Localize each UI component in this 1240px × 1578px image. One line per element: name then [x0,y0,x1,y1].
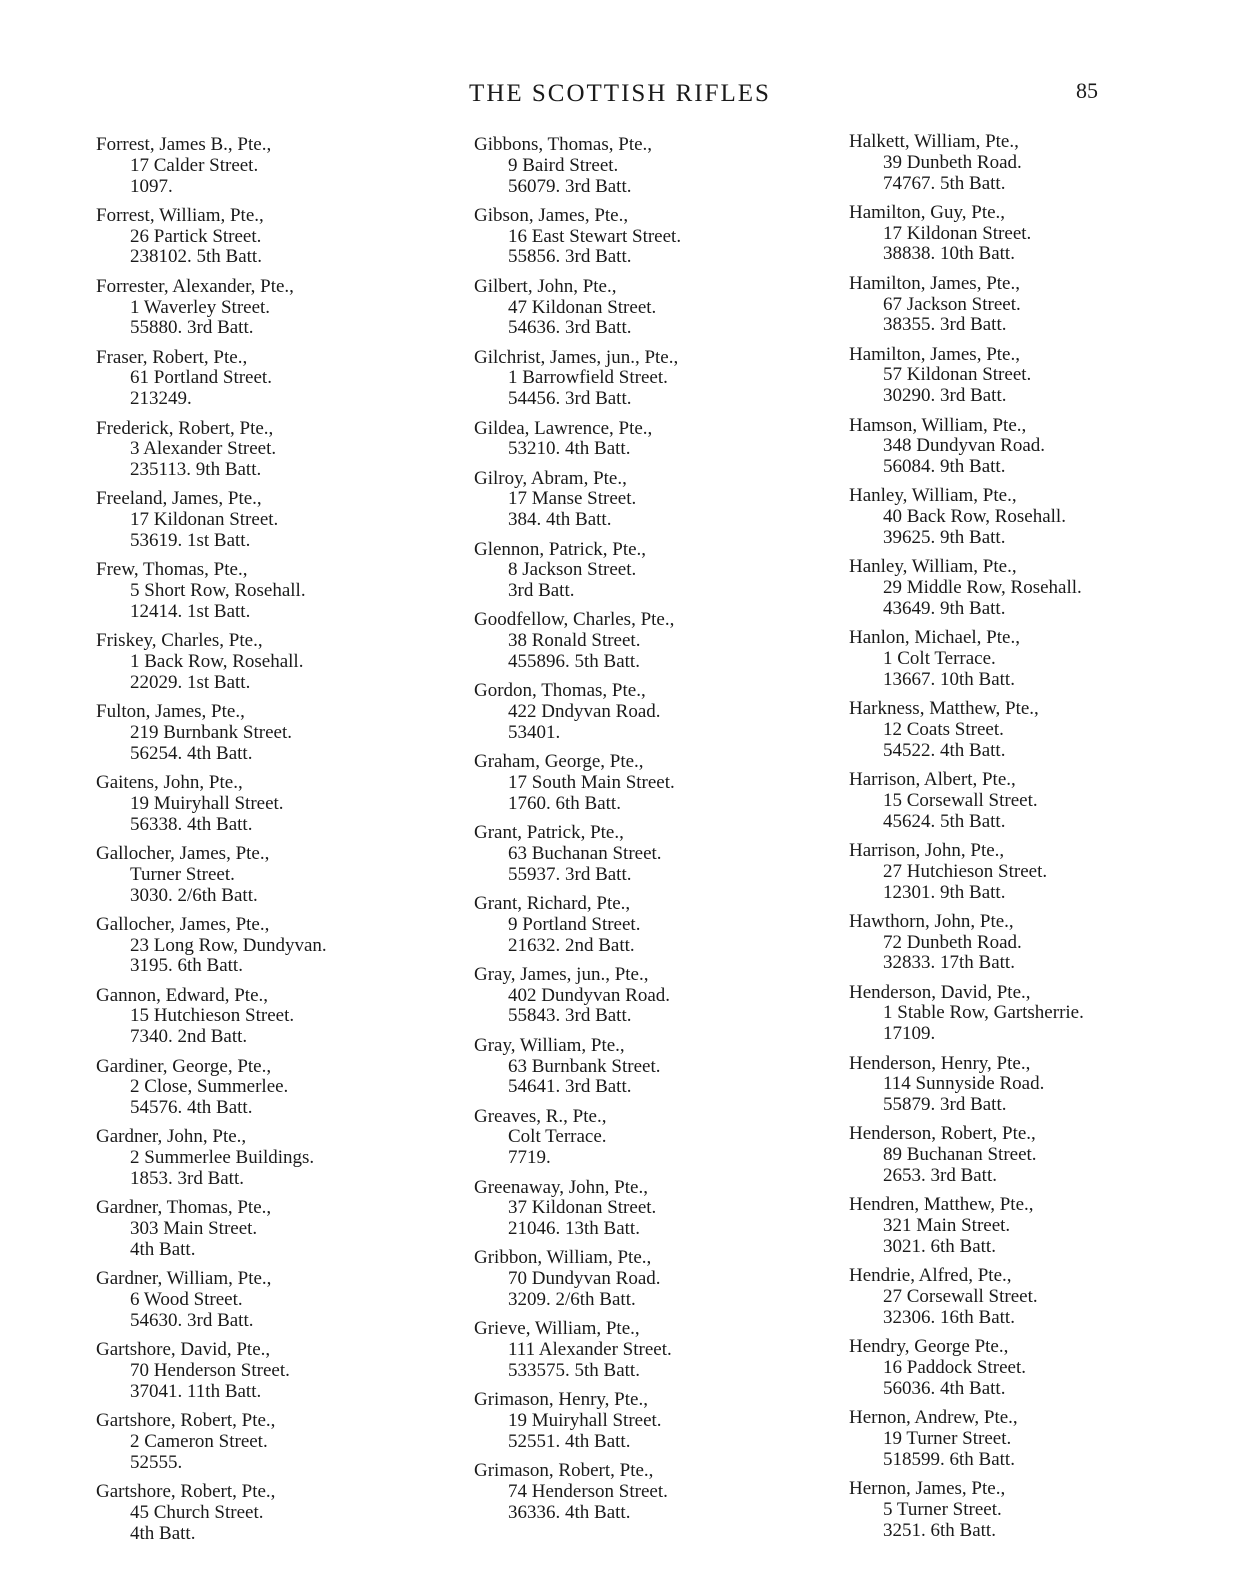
list-item [96,1340,426,1402]
entry-detail: 39625. 9th Batt. [883,527,1006,549]
entry-detail: 55856. 3rd Batt. [508,246,632,268]
entry-address: 219 Burnbank Street. [130,721,293,743]
entry-name: Hamilton, Guy, Pte., [849,201,1006,223]
list-item [849,1124,1179,1186]
entry-detail: 3rd Batt. [508,580,575,602]
entry-name: Hanlon, Michael, Pte., [849,627,1020,649]
list-item [96,560,426,622]
entry-name: Halkett, William, Pte., [849,131,1019,152]
entry-name: Forrest, William, Pte., [96,204,264,226]
entry-detail: 52555. [130,1451,183,1473]
entry-address: Turner Street. [130,863,235,885]
entry-address: 1 Stable Row, Gartsherrie. [883,1002,1084,1024]
entry-name: Glennon, Patrick, Pte., [474,538,647,560]
list-item [96,986,426,1048]
entry-address: 2 Cameron Street. [130,1430,268,1452]
list-item [474,277,804,339]
list-item [849,416,1179,478]
entry-address: 17 Kildonan Street. [130,509,279,531]
entry-name: Gartshore, Robert, Pte., [96,1410,276,1432]
entry-name: Harrison, Albert, Pte., [849,769,1016,791]
list-item [849,628,1179,690]
entry-detail: 37041. 11th Batt. [130,1380,262,1402]
entry-name: Gildea, Lawrence, Pte., [474,417,653,439]
list-item [96,1482,426,1544]
entry-detail: 533575. 5th Batt. [508,1359,640,1381]
list-item [849,557,1179,619]
entry-name: Harkness, Matthew, Pte., [849,698,1039,720]
entry-detail: 38355. 3rd Batt. [883,314,1007,336]
entry-address: 16 East Stewart Street. [508,225,682,247]
entry-address: 2 Close, Summerlee. [130,1076,289,1098]
list-item [474,965,804,1027]
list-item [474,1036,804,1098]
entry-name: Hernon, James, Pte., [849,1477,1006,1499]
entry-detail: 3209. 2/6th Batt. [508,1289,636,1311]
entry-detail: 55880. 3rd Batt. [130,317,254,339]
entry-name: Gilchrist, James, jun., Pte., [474,346,679,368]
entry-name: Grieve, William, Pte., [474,1318,640,1340]
list-item [849,486,1179,548]
entry-name: Gardiner, George, Pte., [96,1055,272,1077]
entry-detail: 54522. 4th Batt. [883,739,1006,761]
entry-address: 15 Corsewall Street. [883,789,1038,811]
entry-address: 53210. 4th Batt. [508,438,631,460]
entry-address: 61 Portland Street. [130,367,272,389]
entry-name: Gartshore, David, Pte., [96,1339,271,1361]
list-item [96,489,426,551]
entry-detail: 213249. [130,388,192,410]
entry-address: 17 South Main Street. [508,772,675,794]
entry-address: 29 Middle Row, Rosehall. [883,577,1082,599]
entries-column-1 [96,135,426,1553]
entry-name: Gilbert, John, Pte., [474,275,617,297]
entry-address: 40 Back Row, Rosehall. [883,506,1066,528]
entry-name: Gallocher, James, Pte., [96,842,270,864]
entry-address: Colt Terrace. [508,1126,607,1148]
list-item [849,1266,1179,1328]
entry-name: Grant, Richard, Pte., [474,893,631,914]
entry-detail: 21632. 2nd Batt. [508,934,635,956]
entry-detail: 7719. [508,1147,551,1169]
entry-detail: 56338. 4th Batt. [130,813,253,835]
entry-name: Fraser, Robert, Pte., [96,346,248,368]
entry-address: 8 Jackson Street. [508,559,637,581]
list-item [474,823,804,885]
entry-address: 9 Portland Street. [508,913,641,935]
entry-address: 16 Paddock Street. [883,1356,1027,1378]
entry-name: Friskey, Charles, Pte., [96,630,263,652]
entry-address: 57 Kildonan Street. [883,364,1032,386]
entry-address: 89 Buchanan Street. [883,1144,1037,1166]
entry-name: Forrester, Alexander, Pte., [96,275,294,297]
list-item [96,844,426,906]
entry-address: 17 Calder Street. [130,154,259,176]
entry-detail: 55937. 3rd Batt. [508,863,632,885]
entry-address: 17 Kildonan Street. [883,222,1032,244]
entry-detail: 54641. 3rd Batt. [508,1076,632,1098]
entry-address: 3 Alexander Street. [130,438,277,460]
list-item [474,1107,804,1169]
entry-name: Forrest, James B., Pte., [96,134,272,155]
list-item [849,1408,1179,1470]
list-item [96,1127,426,1189]
entry-address: 1 Waverley Street. [130,296,271,318]
entry-name: Hendry, George Pte., [849,1336,1009,1358]
entry-detail: 12301. 9th Batt. [883,881,1006,903]
entry-name: Grimason, Henry, Pte., [474,1389,648,1411]
entry-name: Greenaway, John, Pte., [474,1176,648,1198]
entry-address: 321 Main Street. [883,1215,1011,1237]
entry-detail: 17109. [883,1023,936,1045]
entry-detail: 3195. 6th Batt. [130,955,243,977]
list-item [474,348,804,410]
list-item [474,1178,804,1240]
entry-address: 45 Church Street. [130,1501,264,1523]
entry-name: Henderson, Robert, Pte., [849,1123,1036,1145]
entry-address: 38 Ronald Street. [508,630,641,652]
entry-detail: 74767. 5th Batt. [883,172,1006,194]
entry-detail: 384. 4th Batt. [508,509,612,531]
entry-detail: 38838. 10th Batt. [883,243,1015,265]
entry-detail: 22029. 1st Batt. [130,671,251,693]
entry-detail: 36336. 4th Batt. [508,1501,631,1523]
entry-detail: 55879. 3rd Batt. [883,1094,1007,1116]
list-item [96,702,426,764]
entry-name: Gray, William, Pte., [474,1034,625,1056]
entry-detail: 45624. 5th Batt. [883,810,1006,832]
list-item [96,1411,426,1473]
entry-address: 111 Alexander Street. [508,1339,672,1361]
entry-name: Hanley, William, Pte., [849,556,1017,578]
entry-name: Hamilton, James, Pte., [849,272,1020,294]
entry-detail: 238102. 5th Batt. [130,246,262,268]
entry-address: 63 Buchanan Street. [508,842,662,864]
entry-address: 63 Burnbank Street. [508,1055,661,1077]
entry-address: 2 Summerlee Buildings. [130,1147,315,1169]
list-item [849,203,1179,265]
list-item [849,132,1179,194]
entry-name: Greaves, R., Pte., [474,1105,607,1127]
entry-address: 15 Hutchieson Street. [130,1005,295,1027]
entry-name: Hanley, William, Pte., [849,485,1017,507]
entry-address: 47 Kildonan Street. [508,296,657,318]
entry-name: Henderson, David, Pte., [849,981,1031,1003]
entry-detail: 1853. 3rd Batt. [130,1168,244,1190]
entry-detail: 518599. 6th Batt. [883,1448,1015,1470]
entry-name: Gannon, Edward, Pte., [96,984,269,1006]
list-item [849,1195,1179,1257]
entry-name: Hendrie, Alfred, Pte., [849,1265,1012,1287]
list-item [474,610,804,672]
list-item [96,1057,426,1119]
entry-detail: 32306. 16th Batt. [883,1306,1015,1328]
list-item [849,912,1179,974]
entry-name: Gordon, Thomas, Pte., [474,680,646,702]
entry-detail: 7340. 2nd Batt. [130,1026,248,1048]
entry-name: Frederick, Robert, Pte., [96,417,274,439]
list-item [474,135,804,197]
entry-address: 39 Dunbeth Road. [883,151,1022,173]
list-item [849,1054,1179,1116]
entry-address: 402 Dundyvan Road. [508,984,671,1006]
list-item [474,419,804,461]
entry-name: Gribbon, William, Pte., [474,1247,652,1269]
list-item [474,681,804,743]
entry-name: Gallocher, James, Pte., [96,913,270,935]
entry-detail: 1097. [130,175,173,197]
list-item [474,540,804,602]
entry-detail: 56254. 4th Batt. [130,742,253,764]
entry-name: Gray, James, jun., Pte., [474,963,649,985]
entry-name: Fulton, James, Pte., [96,701,245,723]
entry-detail: 1760. 6th Batt. [508,792,621,814]
entry-name: Gardner, John, Pte., [96,1126,247,1148]
entry-detail: 4th Batt. [130,1238,196,1260]
list-item [849,274,1179,336]
list-item [96,277,426,339]
entry-address: 19 Muiryhall Street. [130,792,284,814]
entry-name: Harrison, John, Pte., [849,839,1005,861]
entry-address: 27 Hutchieson Street. [883,860,1048,882]
list-item [849,1337,1179,1399]
list-item [96,1269,426,1331]
entry-name: Freeland, James, Pte., [96,488,262,510]
entry-address: 72 Dunbeth Road. [883,931,1022,953]
entries-column-2 [474,135,804,1532]
entry-name: Gibbons, Thomas, Pte., [474,134,653,155]
entry-name: Gilroy, Abram, Pte., [474,467,627,489]
list-item [474,1319,804,1381]
entry-detail: 3021. 6th Batt. [883,1235,996,1257]
entries-column-3 [849,132,1179,1550]
entry-address: 303 Main Street. [130,1218,258,1240]
entry-address: 1 Colt Terrace. [883,648,996,670]
list-item [474,206,804,268]
entry-detail: 53401. [508,721,561,743]
entry-name: Goodfellow, Charles, Pte., [474,609,675,631]
entry-name: Hawthorn, John, Pte., [849,910,1014,932]
list-item [96,206,426,268]
list-item [474,894,804,956]
list-item [474,469,804,531]
entry-address: 23 Long Row, Dundyvan. [130,934,327,956]
list-item [849,983,1179,1045]
entry-address: 70 Dundyvan Road. [508,1268,661,1290]
entry-detail: 4th Batt. [130,1522,196,1544]
entry-name: Frew, Thomas, Pte., [96,559,248,581]
list-item [96,773,426,835]
entry-detail: 455896. 5th Batt. [508,651,640,673]
entry-name: Grant, Patrick, Pte., [474,822,624,844]
entry-address: 1 Barrowfield Street. [508,367,668,389]
entry-detail: 235113. 9th Batt. [130,459,262,481]
entry-detail: 54630. 3rd Batt. [130,1309,254,1331]
entry-detail: 43649. 9th Batt. [883,597,1006,619]
entry-address: 5 Turner Street. [883,1498,1002,1520]
entry-detail: 53619. 1st Batt. [130,530,251,552]
entry-name: Gardner, Thomas, Pte., [96,1197,272,1219]
list-item [96,631,426,693]
page-title: THE SCOTTISH RIFLES [469,80,771,107]
entry-address: 67 Jackson Street. [883,293,1021,315]
entry-detail: 13667. 10th Batt. [883,668,1015,690]
page-number: 85 [1076,78,1098,103]
list-item [474,1461,804,1523]
entry-name: Hendren, Matthew, Pte., [849,1194,1034,1216]
entry-address: 422 Dndyvan Road. [508,701,661,723]
entry-name: Gartshore, Robert, Pte., [96,1480,276,1502]
entry-address: 70 Henderson Street. [130,1359,290,1381]
list-item [474,1248,804,1310]
list-item [96,915,426,977]
entry-address: 12 Coats Street. [883,718,1004,740]
entry-address: 1 Back Row, Rosehall. [130,651,304,673]
entry-detail: 56079. 3rd Batt. [508,175,632,197]
entry-address: 37 Kildonan Street. [508,1197,657,1219]
list-item [96,135,426,197]
entry-detail: 3251. 6th Batt. [883,1519,996,1541]
list-item [849,841,1179,903]
entry-address: 5 Short Row, Rosehall. [130,580,306,602]
entry-detail: 54456. 3rd Batt. [508,388,632,410]
entry-detail: 52551. 4th Batt. [508,1430,631,1452]
entry-detail: 56084. 9th Batt. [883,456,1006,478]
list-item [849,345,1179,407]
entry-address: 27 Corsewall Street. [883,1286,1038,1308]
entry-name: Gardner, William, Pte., [96,1268,272,1290]
entry-detail: 56036. 4th Batt. [883,1377,1006,1399]
entry-address: 26 Partick Street. [130,225,262,247]
entry-address: 6 Wood Street. [130,1289,243,1311]
entry-address: 17 Manse Street. [508,488,637,510]
list-item [96,348,426,410]
entry-detail: 12414. 1st Batt. [130,600,251,622]
entry-detail: 2653. 3rd Batt. [883,1165,997,1187]
entry-name: Gibson, James, Pte., [474,204,629,226]
list-item [474,752,804,814]
list-item [474,1390,804,1452]
entry-name: Grimason, Robert, Pte., [474,1460,654,1482]
list-item [96,419,426,481]
entry-address: 9 Baird Street. [508,154,619,176]
entry-detail: 30290. 3rd Batt. [883,385,1007,407]
entry-detail: 54636. 3rd Batt. [508,317,632,339]
entry-name: Hamson, William, Pte., [849,414,1027,436]
entry-address: 74 Henderson Street. [508,1480,668,1502]
entry-name: Hernon, Andrew, Pte., [849,1407,1018,1429]
entry-address: 19 Turner Street. [883,1427,1012,1449]
list-item [96,1198,426,1260]
entry-address: 348 Dundyvan Road. [883,435,1046,457]
entry-detail: 3030. 2/6th Batt. [130,884,258,906]
list-item [849,770,1179,832]
entry-name: Graham, George, Pte., [474,751,644,773]
list-item [849,699,1179,761]
entry-detail: 32833. 17th Batt. [883,952,1015,974]
entry-detail: 55843. 3rd Batt. [508,1005,632,1027]
entry-name: Gaitens, John, Pte., [96,772,243,794]
entry-name: Henderson, Henry, Pte., [849,1052,1031,1074]
entry-name: Hamilton, James, Pte., [849,343,1020,365]
entry-address: 114 Sunnyside Road. [883,1073,1045,1095]
entry-detail: 21046. 13th Batt. [508,1218,640,1240]
entry-detail: 54576. 4th Batt. [130,1097,253,1119]
list-item [849,1479,1179,1541]
entry-address: 19 Muiryhall Street. [508,1410,662,1432]
